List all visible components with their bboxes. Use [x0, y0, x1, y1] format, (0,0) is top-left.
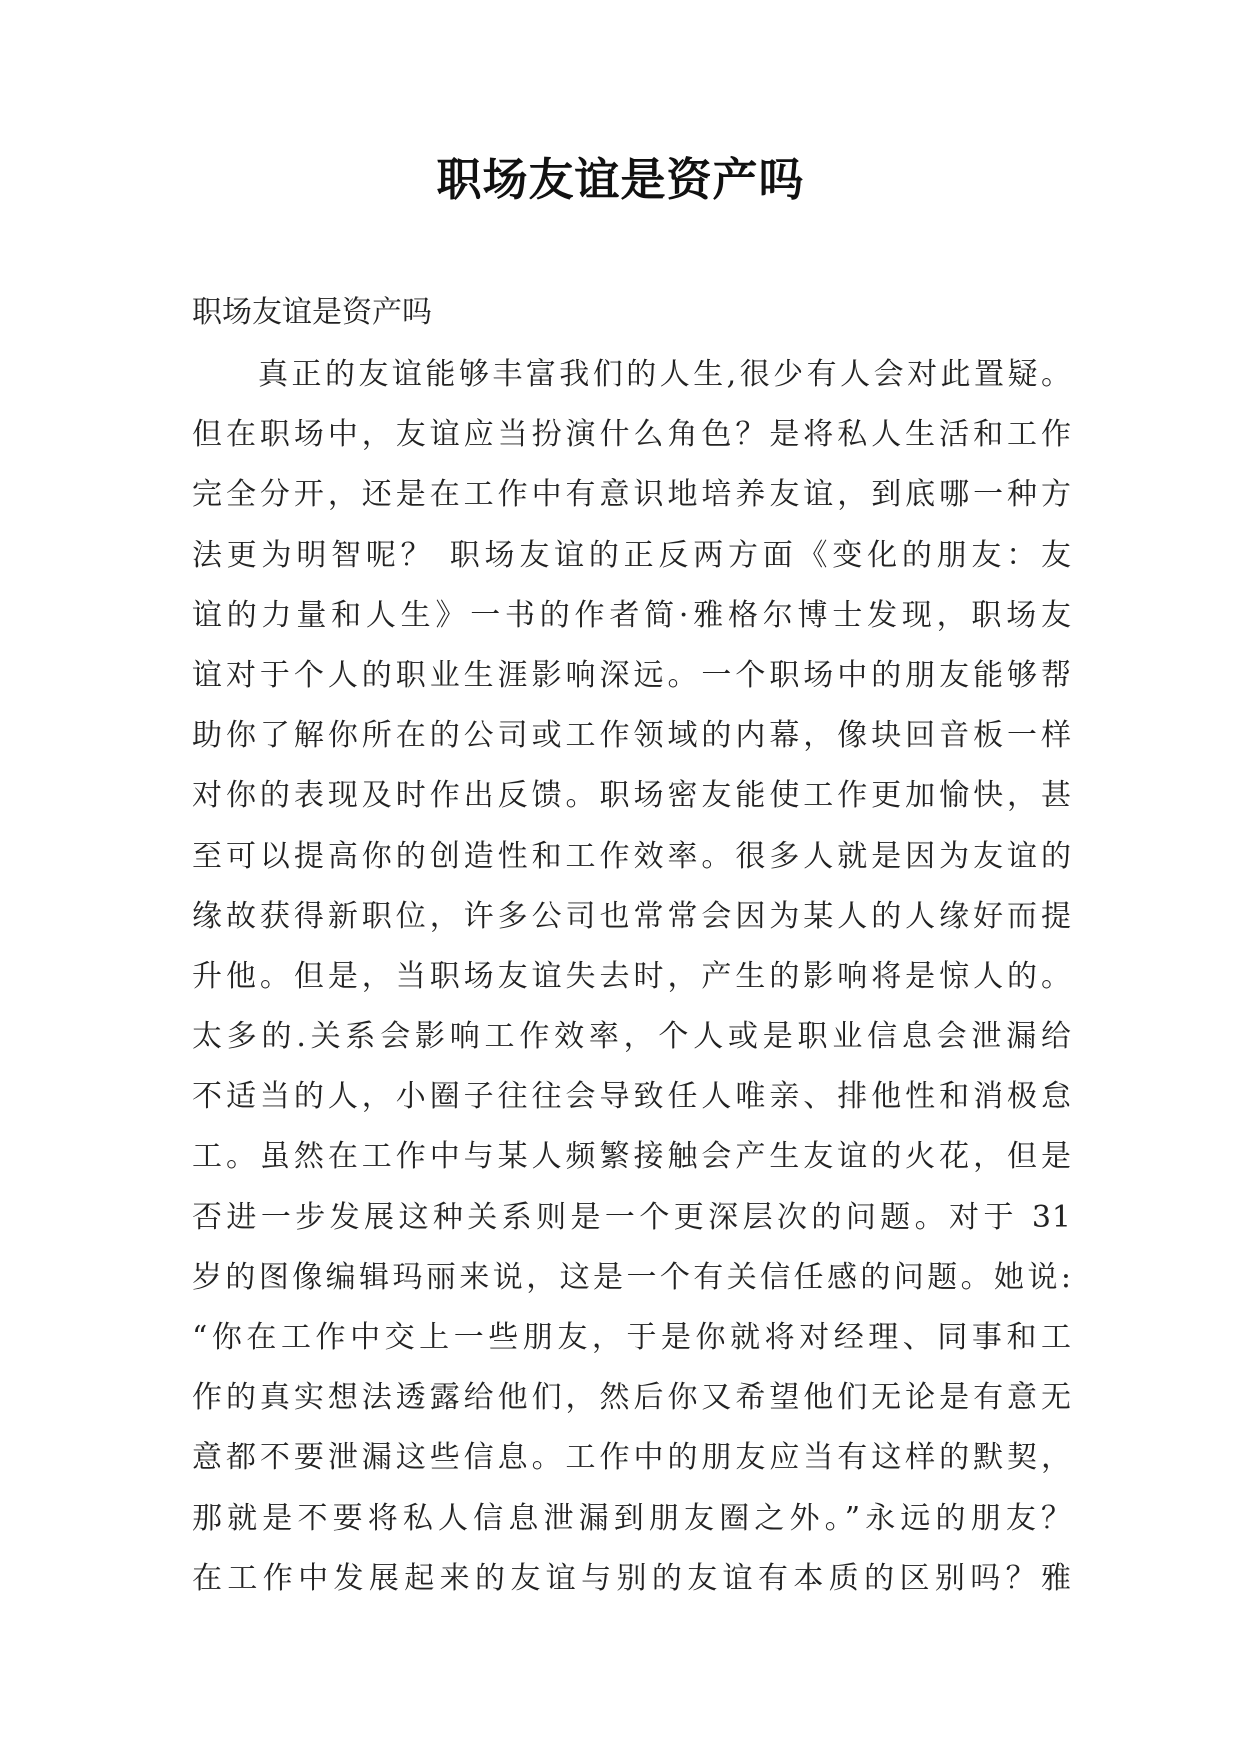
body-line: 岁的图像编辑玛丽来说，这是一个有关信任感的问题。她说:: [192, 1259, 1072, 1295]
body-line: 工。虽然在工作中与某人频繁接触会产生友谊的火花，但是: [192, 1139, 1072, 1175]
body-line: “你在工作中交上一些朋友，于是你就将对经理、同事和工: [192, 1320, 1072, 1355]
body-line: 缘故获得新职位，许多公司也常常会因为某人的人缘好而提: [192, 898, 1072, 934]
body-line: 意都不要泄漏这些信息。工作中的朋友应当有这样的默契，: [192, 1440, 1072, 1476]
body-line: 完全分开，还是在工作中有意识地培养友谊，到底哪一种方: [192, 477, 1072, 513]
body-line: 太多的.关系会影响工作效率，个人或是职业信息会泄漏给: [192, 1019, 1072, 1055]
body-line: 否进一步发展这种关系则是一个更深层次的问题。对于 31: [192, 1199, 1072, 1235]
body-line: 对你的表现及时作出反馈。职场密友能使工作更加愉快，甚: [192, 778, 1072, 814]
body-line: 法更为明智呢？ 职场友谊的正反两方面《变化的朋友：友: [192, 537, 1072, 573]
body-line: 谊的力量和人生》一书的作者简·雅格尔博士发现，职场友: [192, 597, 1072, 633]
body-line: 真正的友谊能够丰富我们的人生,很少有人会对此置疑。: [258, 357, 1072, 392]
body-line: 升他。但是，当职场友谊失去时，产生的影响将是惊人的。: [192, 958, 1072, 994]
document-title: 职场友谊是资产吗: [436, 153, 805, 206]
body-line: 在工作中发展起来的友谊与别的友谊有本质的区别吗？雅: [192, 1560, 1072, 1596]
body-line: 谊对于个人的职业生涯影响深远。一个职场中的朋友能够帮: [192, 657, 1072, 693]
body-line: 那就是不要将私人信息泄漏到朋友圈之外。”永远的朋友？: [192, 1500, 1072, 1536]
body-line: 作的真实想法透露给他们，然后你又希望他们无论是有意无: [192, 1380, 1072, 1416]
body-line: 助你了解你所在的公司或工作领域的内幕，像块回音板一样: [192, 718, 1072, 754]
document-subtitle: 职场友谊是资产吗: [192, 295, 432, 330]
body-text: [192, 345, 1072, 1609]
body-line: 不适当的人，小圈子往往会导致任人唯亲、排他性和消极怠: [192, 1079, 1072, 1115]
body-line: 但在职场中，友谊应当扮演什么角色？是将私人生活和工作: [192, 417, 1072, 453]
body-line: 至可以提高你的创造性和工作效率。很多人就是因为友谊的: [192, 838, 1072, 874]
